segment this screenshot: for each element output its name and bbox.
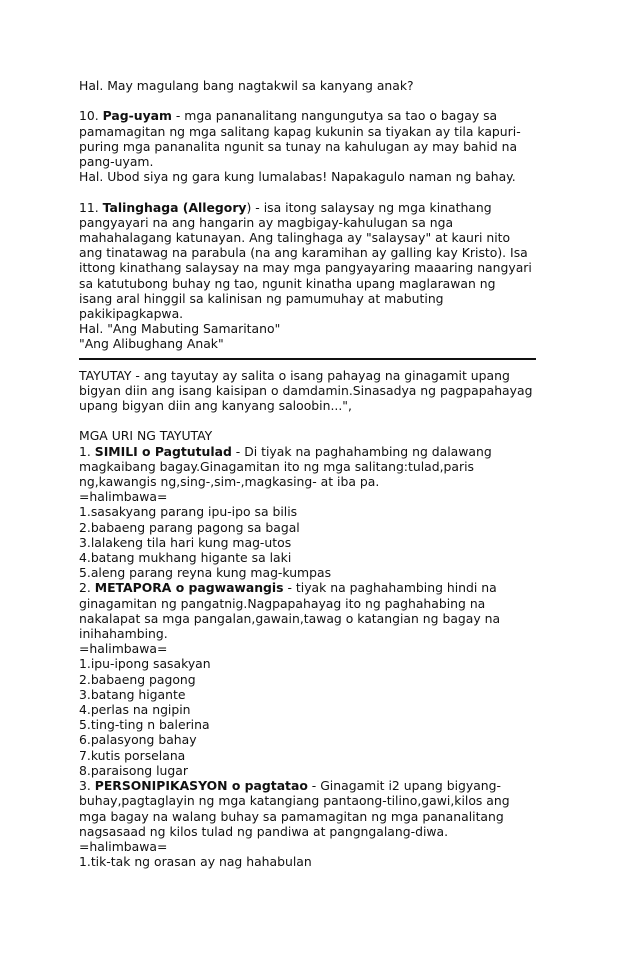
example-item: 1.ipu-ipong sasakyan [79,656,211,672]
text-line: ginagamitan ng pangatnig.Nagpapahayag ito ng paghahabing na [79,595,486,611]
section-heading: MGA URI NG TAYUTAY [79,428,213,444]
example-item: 8.paraisong lugar [79,762,188,778]
text-line: pangyayari na ang hangarin ay magbigay-kahulugan sa nga [79,214,454,230]
item-number: 1. [79,443,95,459]
text-line: nagsasaad ng kilos tulad ng pandiwa at pangngalang-diwa. [79,823,449,839]
example-item: 4.batang mukhang higante sa laki [79,550,292,566]
item-2-heading [79,580,539,595]
item-number: 11. [79,199,103,215]
text-line: Hal. May magulang bang nagtakwil sa kanyang anak? [79,78,414,93]
text-line: bigyan diin ang isang kaisipan o damdamin.Sinasadya ng pagpapahayag [79,382,533,398]
item-10-heading [79,108,539,123]
example-item: 5.aleng parang reyna kung mag-kumpas [79,565,332,581]
example-line: Hal. Ubod siya ng gara kung lumalabas! Napakagulo naman ng bahay. [79,169,516,185]
example-item: 1.tik-tak ng orasan ay nag hahabulan [79,854,312,870]
item-1-heading [79,444,539,459]
example-item: 2.babaeng parang pagong sa bagal [79,519,300,535]
definition-text: ) - isa itong salaysay ng mga kinathang [246,199,492,215]
item-3-heading [79,778,539,793]
text-line: magkaibang bagay.Ginagamitan ito ng mga salitang:tulad,paris [79,458,474,474]
definition-text: - Ginagamit i2 upang bigyang- [307,778,501,794]
example-item: 6.palasyong bahay [79,732,197,748]
item-11-heading [79,200,539,215]
example-label: =halimbawa= [79,641,168,657]
example-item: 4.perlas na ngipin [79,702,191,718]
text-line: upang bigyan diin ang kanyang saloobin...", [79,398,352,414]
text-line: inihahambing. [79,626,168,642]
example-item: 5.ting-ting n balerina [79,717,210,733]
text-line: ittong kinathang salaysay na may mga pangyayaring maaaring nangyari [79,260,532,276]
text-line: TAYUTAY - ang tayutay ay salita o isang pahayag na ginagamit upang [79,367,510,383]
text-line: pakikipagkapwa. [79,306,184,322]
text-line: pang-uyam. [79,154,154,169]
example-label: =halimbawa= [79,489,168,505]
item-number: 10. [79,108,103,124]
term-metapora: METAPORA o pagwawangis [94,580,284,596]
term-pag-uyam: Pag-uyam [102,108,172,124]
text-line: pamamagitan ng mga salitang kapag kukunin sa tiyakan ay tila kapuri- [79,123,521,139]
definition-text: - tiyak na paghahambing hindi na [283,580,497,596]
text-line: buhay,pagtaglayin ng mga katangiang pantaong-tilino,gawi,kilos ang [79,793,510,809]
example-label: =halimbawa= [79,838,168,854]
text-line: ng,kawangis ng,sing-,sim-,magkasing- at iba pa. [79,474,380,490]
text-line: isang aral hinggil sa kalinisan ng pamumuhay at mabuting [79,290,444,306]
item-number: 2. [79,580,95,596]
example-line: "Ang Alibughang Anak" [79,336,224,352]
example-line: Hal. "Ang Mabuting Samaritano" [79,321,281,337]
term-simili: SIMILI o Pagtutulad [94,443,232,459]
example-item: 7.kutis porselana [79,747,186,763]
item-number: 3. [79,778,95,794]
example-item: 3.batang higante [79,686,186,702]
definition-text: - Di tiyak na paghahambing ng dalawang [231,443,492,459]
horizontal-divider [79,358,536,360]
term-talinghaga: Talinghaga (Allegory [102,199,247,215]
example-item: 3.lalakeng tila hari kung mag-utos [79,534,292,550]
text-line: sa katutubong buhay ng tao, ngunit kinatha upang maglarawan ng [79,275,496,291]
document-page [79,78,539,869]
term-personipikasyon: PERSONIPIKASYON o pagtatao [94,778,308,794]
text-line: puring mga pananalita ngunit sa tunay na kahulugan ay may bahid na [79,138,518,154]
text-line: ang tinatawag na parabula (na ang karamihan ay galling kay Kristo). Isa [79,245,528,261]
text-line: nakalapat sa mga pangalan,gawain,tawag o katangian ng bagay na [79,610,501,626]
definition-text: - mga pananalitang nangungutya sa tao o bagay sa [171,108,498,124]
example-item: 1.sasakyang parang ipu-ipo sa bilis [79,504,298,520]
text-line: mahahalagang katunayan. Ang talinghaga ay "salaysay" at kauri nito [79,230,511,245]
text-line: mga bagay na walang buhay sa pamamagitan ng mga pananalitang [79,808,504,824]
example-item: 2.babaeng pagong [79,671,196,687]
